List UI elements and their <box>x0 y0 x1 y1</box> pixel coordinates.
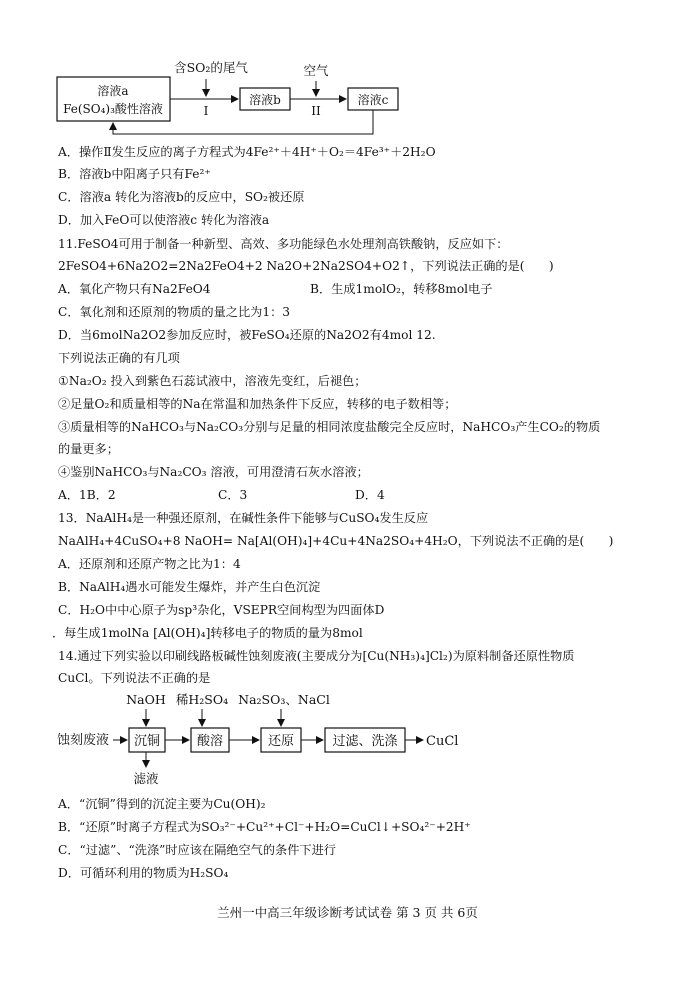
q11-stem: 11.FeSO4可用于制备一种新型、高效、多功能绿色水处理剂高铁酸钠，反应如下： <box>58 237 509 251</box>
q14-option-c: C．“过滤”、“洗涤”时应该在隔绝空气的条件下进行 <box>58 843 336 857</box>
q11-equation: 2FeSO4+6Na2O2=2Na2FeO4+2 Na2O+2Na2SO4+O2↑，下列说法正确的是( ) <box>58 259 554 273</box>
q12-stem: 下列说法正确的有几项 <box>58 351 180 365</box>
product-label: CuCl <box>426 734 459 749</box>
start-label: 蚀刻废液 <box>57 733 110 748</box>
q12-options-ab: A．1B．2 <box>58 488 116 502</box>
box2-label: 酸溶 <box>196 734 224 749</box>
step-2-label: II <box>311 104 321 118</box>
process-diagram-1 <box>0 0 695 150</box>
q10-option-b: B．溶液b中阳离子只有Fe²⁺ <box>58 167 211 181</box>
step-1-label: I <box>203 104 209 118</box>
q12-option-c: C．3 <box>218 488 248 502</box>
q12-statement-3-cont: 的量更多； <box>58 442 119 456</box>
q12-statement-2: ②足量O₂和质量相等的Na在常温和加热条件下反应，转移的电子数相等； <box>58 397 457 411</box>
q11-option-b: B．生成1molO₂，转移8mol电子 <box>310 282 493 296</box>
box-b-label: 溶液b <box>249 93 281 107</box>
q13-option-d: ．每生成1molNa [Al(OH)₄]转移电子的物质的量为8mol <box>52 626 363 640</box>
reagent3-label: Na₂SO₃、NaCl <box>238 692 330 707</box>
input-so2-label: 含SO₂的尾气 <box>174 60 248 75</box>
q11-option-a: A．氧化产物只有Na2FeO4 <box>58 282 211 296</box>
q12-statement-4: ④鉴别NaHCO₃与Na₂CO₃ 溶液，可用澄清石灰水溶液； <box>58 465 369 479</box>
box4-label: 过滤、洗涤 <box>332 734 398 749</box>
page-footer: 兰州一中高三年级诊断考试试卷 第 3 页 共 6页 <box>217 905 478 920</box>
q10-option-c: C．溶液a 转化为溶液b的反应中，SO₂被还原 <box>58 190 305 204</box>
q13-stem: 13．NaAlH₄是一种强还原剂，在碱性条件下能够与CuSO₄发生反应 <box>58 511 429 525</box>
q14-option-b: B．“还原”时离子方程式为SO₃²⁻+Cu²⁺+Cl⁻+H₂O=CuCl↓+SO₄²⁻+2H⁺ <box>58 820 471 834</box>
reagent1-label: NaOH <box>126 692 166 707</box>
box-a-line1: 溶液a <box>97 84 129 98</box>
q13-equation: NaAlH₄+4CuSO₄+8 NaOH= Na[Al(OH)₄]+4Cu+4Na2SO₄+4H₂O，下列说法不正确的是( ) <box>58 534 614 548</box>
waste-label: 滤液 <box>133 771 159 786</box>
q11-option-d: D．当6molNa2O2参加反应时，被FeSO₄还原的Na2O2有4mol 12. <box>58 328 436 342</box>
input-air-label: 空气 <box>303 63 329 78</box>
q11-option-c: C．氧化剂和还原剂的物质的量之比为1：3 <box>58 305 291 319</box>
q14-stem-line2: CuCl。下列说法不正确的是 <box>58 671 211 685</box>
q13-option-a: A．还原剂和还原产物之比为1：4 <box>58 557 241 571</box>
q13-option-c: C．H₂O中中心原子为sp³杂化，VSEPR空间构型为四面体D <box>58 603 385 617</box>
q12-statement-3: ③质量相等的NaHCO₃与Na₂CO₃分别与足量的相同浓度盐酸完全反应时，NaHCO₃产生CO₂的物质 <box>58 420 601 434</box>
box3-label: 还原 <box>267 734 295 749</box>
box1-label: 沉铜 <box>133 734 161 749</box>
box-a-line2: Fe(SO₄)₃酸性溶液 <box>63 102 163 116</box>
q12-option-d: D．4 <box>355 488 385 502</box>
reagent2-label: 稀H₂SO₄ <box>175 692 229 707</box>
process-diagram-2 <box>0 685 695 790</box>
box-c-label: 溶液c <box>357 93 389 107</box>
q14-option-a: A．“沉铜”得到的沉淀主要为Cu(OH)₂ <box>58 797 266 811</box>
q10-option-a: A．操作Ⅱ发生反应的离子方程式为4Fe²⁺＋4H⁺＋O₂＝4Fe³⁺＋2H₂O <box>58 145 436 159</box>
q10-option-d: D．加入FeO可以使溶液c 转化为溶液a <box>58 213 270 227</box>
q12-statement-1: ①Na₂O₂ 投入到紫色石蕊试液中，溶液先变红，后褪色； <box>58 374 367 388</box>
q14-option-d: D．可循环利用的物质为H₂SO₄ <box>58 866 229 880</box>
q14-stem-line1: 14.通过下列实验以印刷线路板碱性蚀刻废液(主要成分为[Cu(NH₃)₄]Cl₂)为原料制备还原性物质 <box>58 649 575 663</box>
q13-option-b: B．NaAlH₄遇水可能发生爆炸，并产生白色沉淀 <box>58 580 321 594</box>
